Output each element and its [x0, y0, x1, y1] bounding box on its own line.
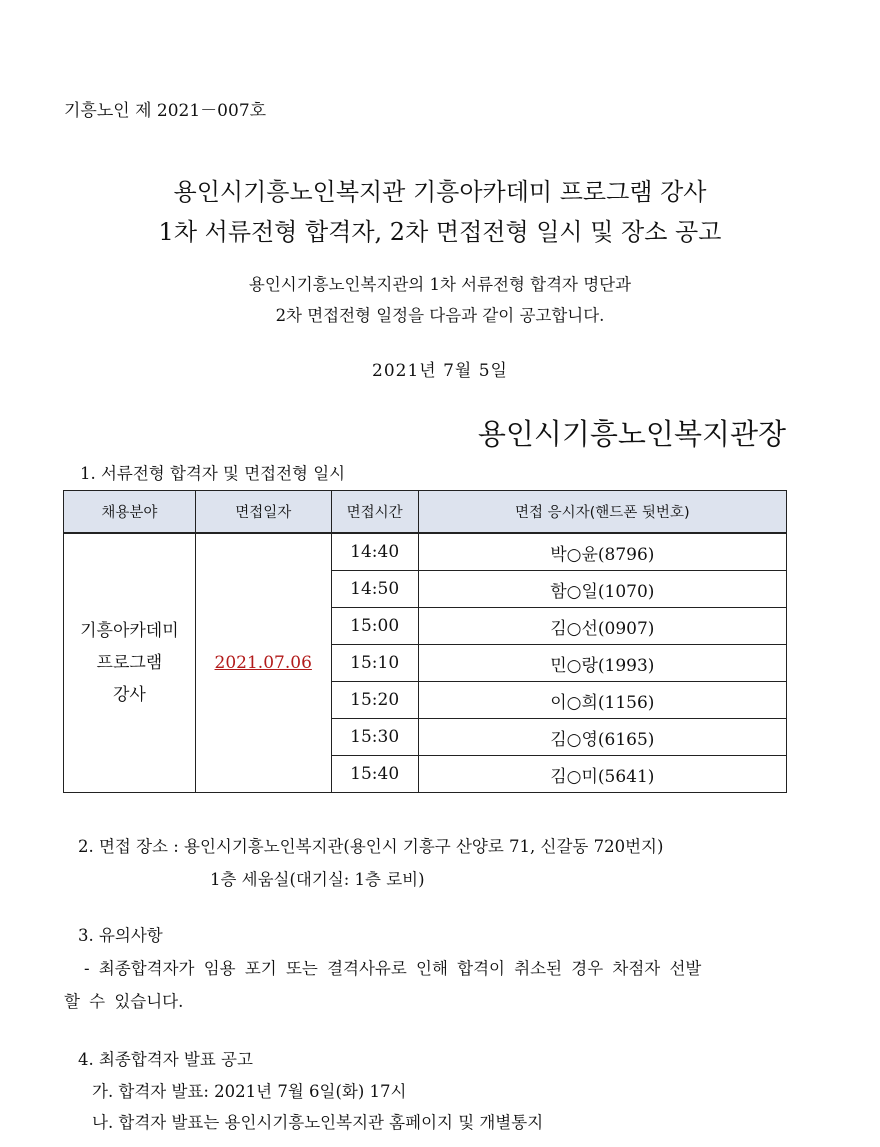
time-cell: 15:30 [331, 719, 418, 756]
field-line: 프로그램 [96, 653, 163, 673]
field-line: 기흥아카데미 [80, 621, 179, 641]
header-interview-date: 면접일자 [195, 491, 331, 534]
section-2-venue: 2. 면접 장소 : 용인시기흥노인복지관(용인시 기흥구 산양로 71, 신갈동 720번지) [78, 837, 664, 856]
recruitment-field-cell [64, 533, 196, 793]
announcement-date: 2021년 7월 5일 [372, 361, 508, 381]
section-3-heading: 3. 유의사항 [78, 926, 163, 945]
field-line: 강사 [112, 685, 146, 705]
section-3-note-line-1: - 최종합격자가 임용 포기 또는 결격사유로 인해 합격이 취소된 경우 차점자 선발 [84, 959, 702, 978]
header-candidate: 면접 응시자(핸드폰 뒷번호) [418, 491, 786, 534]
time-cell: 15:00 [331, 608, 418, 645]
header-interview-time: 면접시간 [331, 491, 418, 534]
section-3-note-line-2: 할 수 있습니다. [64, 992, 184, 1011]
candidate-cell: 박○윤(8796) [418, 533, 786, 571]
candidate-cell: 함○일(1070) [418, 571, 786, 608]
time-cell: 15:20 [331, 682, 418, 719]
time-cell: 14:40 [331, 533, 418, 571]
title-line-2: 1차 서류전형 합격자, 2차 면접전형 일시 및 장소 공고 [158, 218, 722, 246]
time-cell: 15:10 [331, 645, 418, 682]
time-cell: 14:50 [331, 571, 418, 608]
interview-schedule-table [63, 490, 787, 793]
intro-line-2: 2차 면접전형 일정을 다음과 같이 공고합니다. [275, 306, 605, 325]
header-field: 채용분야 [64, 491, 196, 534]
candidate-cell: 김○영(6165) [418, 719, 786, 756]
candidate-cell: 민○랑(1993) [418, 645, 786, 682]
candidate-cell: 이○희(1156) [418, 682, 786, 719]
section-2-room: 1층 세움실(대기실: 1층 로비) [210, 870, 425, 889]
section-4-item-b: 나. 합격자 발표는 용인시기흥노인복지관 홈페이지 및 개별통지 [92, 1113, 544, 1132]
candidate-cell: 김○선(0907) [418, 608, 786, 645]
section-4-heading: 4. 최종합격자 발표 공고 [78, 1050, 253, 1069]
issuer-name: 용인시기흥노인복지관장 [477, 417, 786, 451]
section-4-item-a: 가. 합격자 발표: 2021년 7월 6일(화) 17시 [92, 1082, 407, 1101]
table-row [64, 533, 787, 571]
intro-line-1: 용인시기흥노인복지관의 1차 서류전형 합격자 명단과 [248, 275, 632, 294]
candidate-cell: 김○미(5641) [418, 756, 786, 793]
title-line-1: 용인시기흥노인복지관 기흥아카데미 프로그램 강사 [173, 178, 707, 206]
document-number: 기흥노인 제 2021－007호 [64, 101, 267, 121]
section-1-heading: 1. 서류전형 합격자 및 면접전형 일시 [80, 464, 346, 483]
interview-date-cell [195, 533, 331, 793]
time-cell: 15:40 [331, 756, 418, 793]
interview-date: 2021.07.06 [214, 653, 312, 673]
table-header-row [64, 491, 787, 534]
